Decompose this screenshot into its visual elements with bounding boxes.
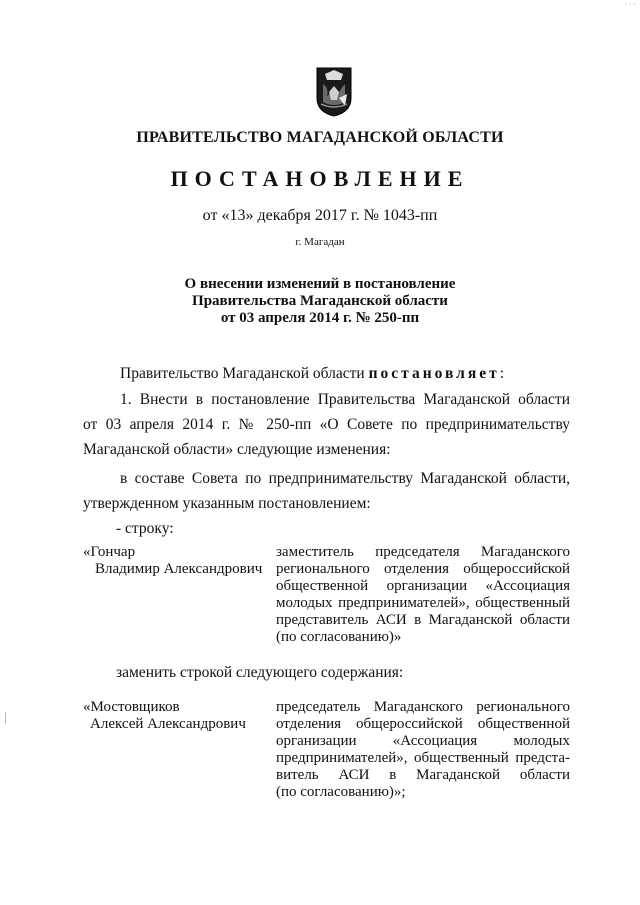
new-member-position: [276, 699, 570, 801]
coat-of-arms-icon: [315, 66, 353, 118]
position-line: представитель АСИ в Магаданской области: [276, 612, 570, 628]
title-line: от 03 апреля 2014 г. № 250-пп: [220, 310, 420, 326]
position-line: общественной организации «Ассоциация: [276, 578, 570, 594]
old-member-given-names: Владимир Александрович: [95, 561, 263, 577]
paragraph-2-line: утвержденном указанным постановлением:: [83, 495, 371, 512]
document-type-heading: ПОСТАНОВЛЕНИЕ: [170, 166, 470, 191]
new-member-given-names: Алексей Александрович: [90, 716, 246, 732]
position-line: витель АСИ в Магаданской области: [276, 767, 570, 783]
organization-header: ПРАВИТЕЛЬСТВО МАГАДАНСКОЙ ОБЛАСТИ: [136, 129, 504, 146]
paragraph-2-line: в составе Совета по предпринимательству Магаданской области,: [120, 470, 570, 487]
decree-preamble: [120, 364, 504, 384]
scan-margin-mark: [5, 712, 6, 724]
document-date-number: от «13» декабря 2017 г. № 1043-пп: [202, 207, 438, 224]
position-line: организации «Ассоциация молодых: [276, 733, 570, 749]
position-line: председатель Магаданского регионального: [276, 699, 570, 715]
preamble-colon: :: [499, 365, 505, 382]
paragraph-1-line: от 03 апреля 2014 г. № 250-пп «О Совете по предпринимательству: [83, 416, 570, 433]
replace-label: заменить строкой следующего содержания:: [116, 664, 404, 681]
preamble-text: Правительство Магаданской области: [120, 365, 365, 382]
decree-word: постановляет: [368, 365, 500, 382]
position-line: (по согласованию)»;: [276, 784, 406, 800]
row-label: - строку:: [116, 520, 174, 537]
position-line: (по согласованию)»: [276, 629, 402, 645]
paragraph-1-line: Магаданской области» следующие изменения:: [83, 441, 391, 458]
old-member-position: [276, 544, 570, 646]
document-title: [0, 276, 640, 327]
position-line: заместитель председателя Магаданского: [276, 544, 570, 560]
position-line: предпринимателей», общественный предста-: [276, 750, 570, 766]
position-line: регионального отделения общероссийской: [276, 561, 570, 577]
scan-corner-mark: · · ·: [624, 0, 636, 9]
paragraph-1-line: 1. Внести в постановление Правительства Магаданской области: [120, 391, 570, 408]
position-line: молодых предпринимателей», общественный: [276, 595, 570, 611]
position-line: отделения общероссийской общественной: [276, 716, 570, 732]
new-member-surname: «Мостовщиков: [83, 699, 180, 715]
title-line: О внесении изменений в постановление: [184, 276, 456, 292]
title-line: Правительства Магаданской области: [192, 293, 448, 309]
old-member-surname: «Гончар: [83, 544, 136, 560]
document-city: г. Магадан: [295, 236, 345, 248]
